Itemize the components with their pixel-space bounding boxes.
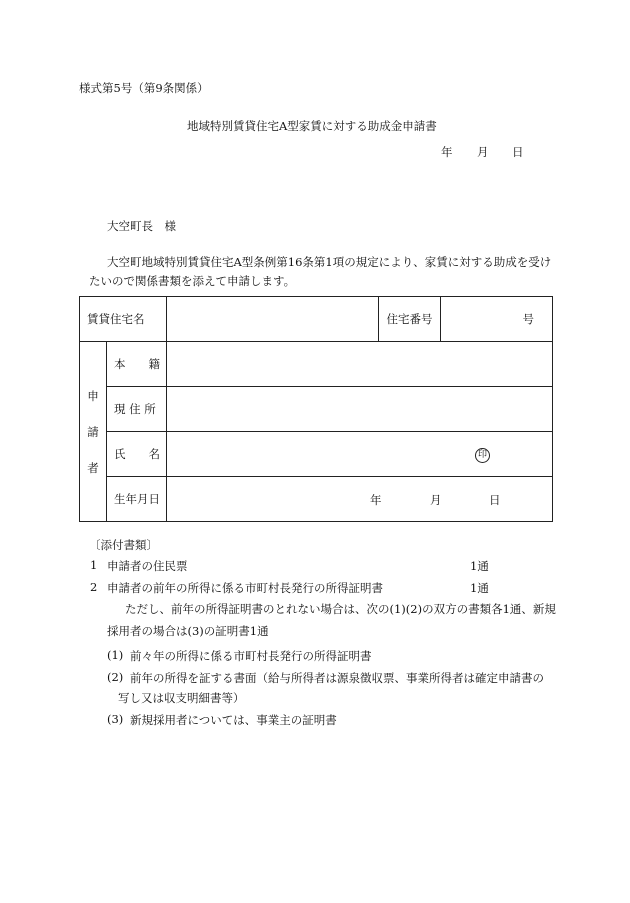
addressee: 大空町長 様 [107,219,176,233]
housing-number-label: 住宅番号 [379,297,441,342]
housing-number-field[interactable] [441,297,553,342]
note-line-2: 採用者の場合は(3)の証明書1通 [107,624,269,638]
form-number: 様式第5号（第9条関係） [79,81,209,95]
applicant-char-3: 者 [87,460,99,475]
housing-row [80,297,553,342]
attachment-2-number: 2 [90,580,98,594]
date-year-label: 年 [441,145,453,159]
housing-name-label: 賃貸住宅名 [80,297,167,342]
address-row [80,387,553,432]
intro-line-2: たいので関係書類を添えて申請します。 [89,274,296,288]
address-label: 現 住 所 [107,387,167,432]
date-month-label: 月 [477,145,489,159]
attachment-2-count: 1通 [470,581,489,595]
housing-number-suffix: 号 [522,312,534,326]
honseki-field[interactable] [167,342,553,387]
sub-item-2-text-line-2: 写し又は収支明細書等） [118,691,245,705]
attachments-heading: 〔添付書類〕 [89,538,158,552]
application-form-table [79,296,553,522]
address-field[interactable] [167,387,553,432]
sub-item-2-number: (2) [107,670,124,684]
honseki-row [80,342,553,387]
sub-item-1-text: 前々年の所得に係る市町村長発行の所得証明書 [130,649,372,663]
attachment-1-number: 1 [90,558,98,572]
birth-row [80,477,553,522]
attachment-1-text: 申請者の住民票 [107,559,188,573]
applicant-char-2: 請 [87,424,99,439]
seal-mark: 印 [475,448,490,463]
intro-line-1: 大空町地域特別賃貸住宅A型条例第16条第1項の規定により、家賃に対する助成を受け [107,255,552,269]
birth-day-label: 日 [489,493,501,507]
sub-item-1-number: (1) [107,648,124,662]
note-line-1: ただし、前年の所得証明書のとれない場合は、次の(1)(2)の双方の書類各1通、新規 [125,602,556,616]
attachment-1-count: 1通 [470,559,489,573]
applicant-char-1: 申 [87,388,99,403]
birth-month-label: 月 [430,493,442,507]
name-row [80,432,553,477]
housing-name-field[interactable] [167,297,379,342]
document-title: 地域特別賃貸住宅A型家賃に対する助成金申請書 [187,119,437,133]
birth-field[interactable] [167,477,553,522]
sub-item-2-text-line-1: 前年の所得を証する書面（給与所得者は源泉徴収票、事業所得者は確定申請書の [130,671,544,685]
birth-label: 生年月日 [107,477,167,522]
name-label: 氏 名 [107,432,167,477]
sub-item-3-number: (3) [107,712,124,726]
birth-year-label: 年 [370,493,382,507]
sub-item-3-text: 新規採用者については、事業主の証明書 [130,713,337,727]
honseki-label: 本 籍 [107,342,167,387]
name-field[interactable] [167,432,553,477]
applicant-vertical-label [80,342,107,522]
attachment-2-text: 申請者の前年の所得に係る市町村長発行の所得証明書 [107,581,383,595]
date-day-label: 日 [512,145,524,159]
